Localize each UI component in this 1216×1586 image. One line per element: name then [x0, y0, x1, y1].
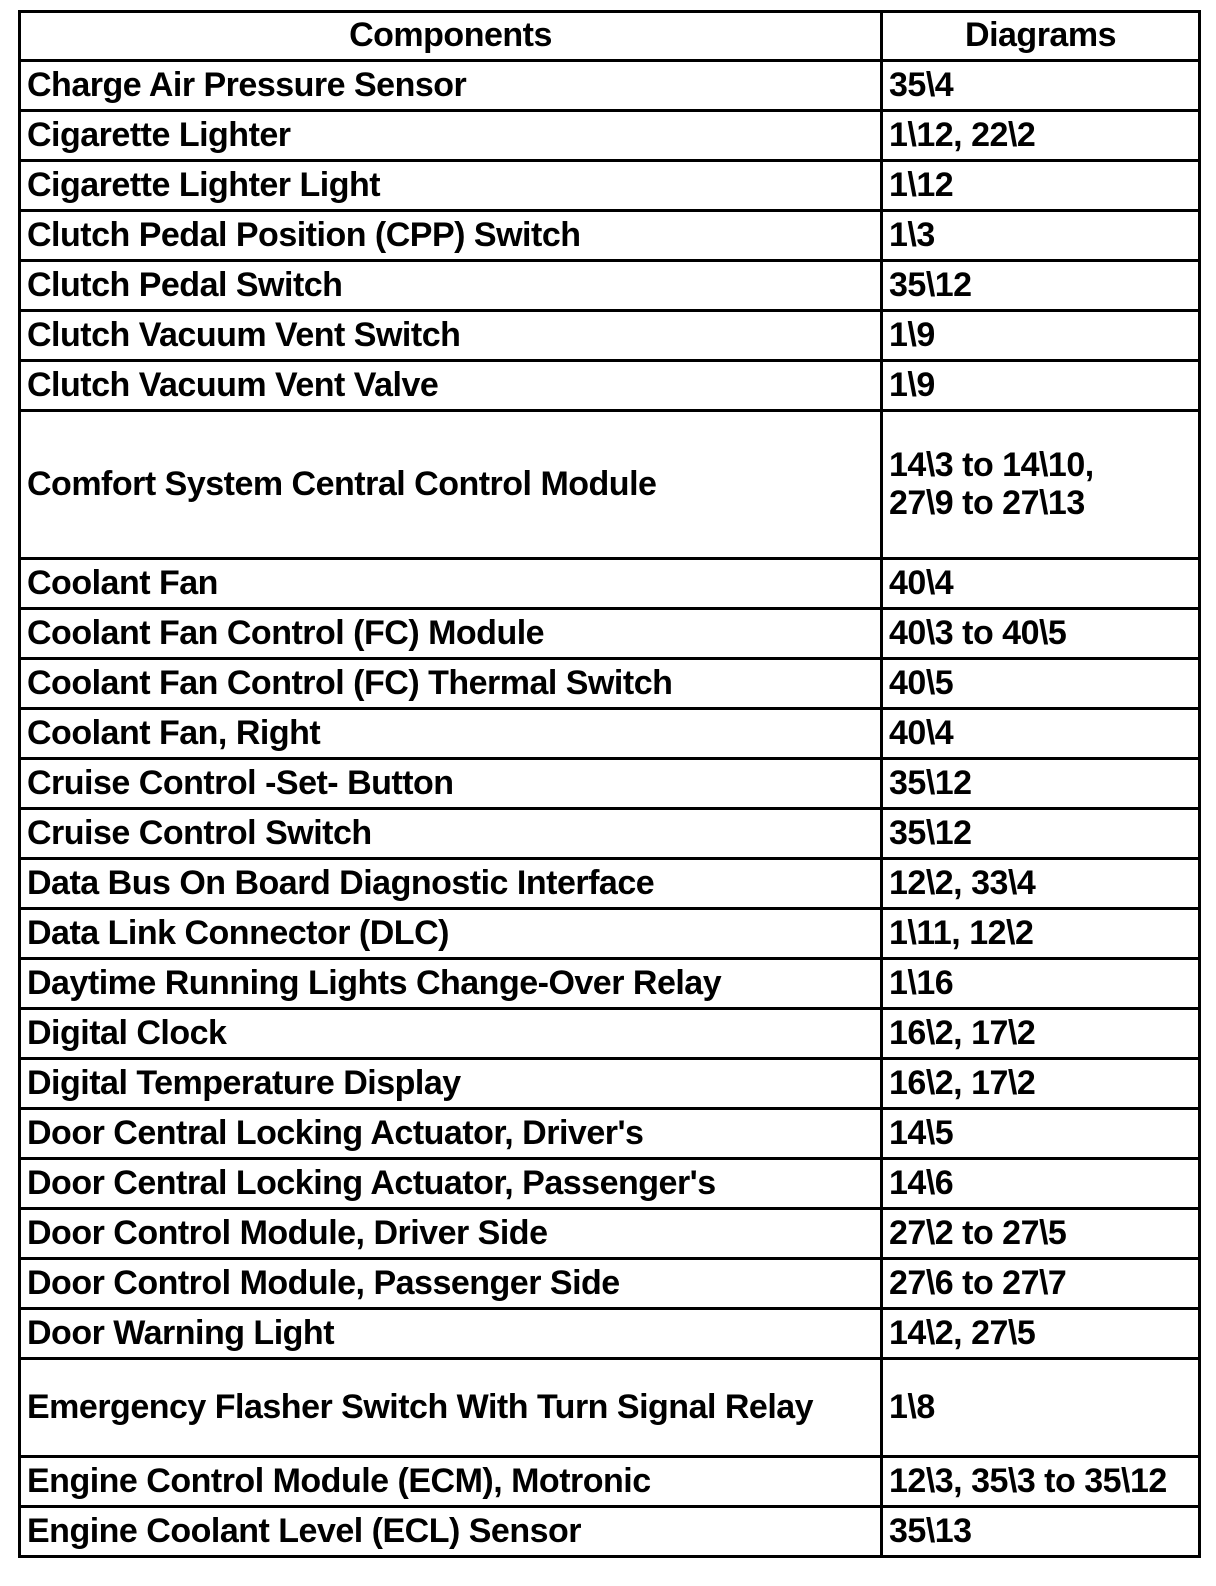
table-row [20, 1259, 1200, 1309]
table-row [20, 1457, 1200, 1507]
table-row [20, 809, 1200, 859]
table-row [20, 1359, 1200, 1457]
diagrams-cell: 40\4 [882, 709, 1200, 759]
diagrams-header: Diagrams [882, 12, 1200, 61]
component-cell: Engine Control Module (ECM), Motronic [20, 1457, 882, 1507]
table-header-row [20, 12, 1200, 61]
table-row [20, 759, 1200, 809]
diagrams-cell: 14\6 [882, 1159, 1200, 1209]
component-cell: Engine Coolant Level (ECL) Sensor [20, 1507, 882, 1557]
diagrams-cell: 14\2, 27\5 [882, 1309, 1200, 1359]
diagrams-cell: 1\9 [882, 311, 1200, 361]
table-row [20, 111, 1200, 161]
diagrams-cell: 40\5 [882, 659, 1200, 709]
component-cell: Door Control Module, Driver Side [20, 1209, 882, 1259]
table-row [20, 659, 1200, 709]
table-row [20, 1109, 1200, 1159]
diagrams-cell: 27\6 to 27\7 [882, 1259, 1200, 1309]
table-row [20, 1159, 1200, 1209]
component-cell: Comfort System Central Control Module [20, 411, 882, 559]
table-row [20, 1507, 1200, 1557]
table-row [20, 1059, 1200, 1109]
table-row [20, 311, 1200, 361]
component-cell: Data Bus On Board Diagnostic Interface [20, 859, 882, 909]
table-row [20, 161, 1200, 211]
diagrams-cell: 1\8 [882, 1359, 1200, 1457]
component-cell: Data Link Connector (DLC) [20, 909, 882, 959]
component-cell: Daytime Running Lights Change-Over Relay [20, 959, 882, 1009]
diagrams-cell: 1\11, 12\2 [882, 909, 1200, 959]
diagrams-cell: 35\12 [882, 261, 1200, 311]
component-cell: Coolant Fan Control (FC) Module [20, 609, 882, 659]
component-cell: Door Warning Light [20, 1309, 882, 1359]
diagrams-cell: 16\2, 17\2 [882, 1059, 1200, 1109]
component-cell: Charge Air Pressure Sensor [20, 61, 882, 111]
component-cell: Coolant Fan Control (FC) Thermal Switch [20, 659, 882, 709]
diagrams-cell: 12\2, 33\4 [882, 859, 1200, 909]
component-cell: Clutch Pedal Switch [20, 261, 882, 311]
diagrams-cell: 1\12 [882, 161, 1200, 211]
table-row [20, 909, 1200, 959]
table-row [20, 211, 1200, 261]
diagrams-line: 14\3 to 14\10, [889, 446, 1094, 485]
components-header: Components [20, 12, 882, 61]
component-cell: Emergency Flasher Switch With Turn Signal Relay [20, 1359, 882, 1457]
table-row [20, 1209, 1200, 1259]
component-cell: Clutch Vacuum Vent Switch [20, 311, 882, 361]
component-cell: Coolant Fan, Right [20, 709, 882, 759]
diagrams-cell: 35\13 [882, 1507, 1200, 1557]
diagrams-cell: 35\12 [882, 809, 1200, 859]
diagrams-cell: 16\2, 17\2 [882, 1009, 1200, 1059]
diagrams-cell: 40\3 to 40\5 [882, 609, 1200, 659]
component-cell: Door Central Locking Actuator, Passenger's [20, 1159, 882, 1209]
component-cell: Digital Temperature Display [20, 1059, 882, 1109]
component-cell: Door Central Locking Actuator, Driver's [20, 1109, 882, 1159]
component-cell: Clutch Vacuum Vent Valve [20, 361, 882, 411]
component-cell: Door Control Module, Passenger Side [20, 1259, 882, 1309]
diagrams-cell: 1\3 [882, 211, 1200, 261]
diagrams-line: 27\9 to 27\13 [889, 483, 1085, 522]
table-row [20, 261, 1200, 311]
diagrams-cell: 27\2 to 27\5 [882, 1209, 1200, 1259]
diagrams-cell: 35\12 [882, 759, 1200, 809]
diagrams-cell: 1\12, 22\2 [882, 111, 1200, 161]
table-row [20, 1309, 1200, 1359]
component-cell: Clutch Pedal Position (CPP) Switch [20, 211, 882, 261]
table-row [20, 411, 1200, 559]
table-row [20, 361, 1200, 411]
diagrams-cell: 1\16 [882, 959, 1200, 1009]
diagrams-cell: 1\9 [882, 361, 1200, 411]
diagrams-cell: 12\3, 35\3 to 35\12 [882, 1457, 1200, 1507]
table-row [20, 1009, 1200, 1059]
table-row [20, 959, 1200, 1009]
component-cell: Cruise Control Switch [20, 809, 882, 859]
component-cell: Digital Clock [20, 1009, 882, 1059]
component-cell: Cruise Control -Set- Button [20, 759, 882, 809]
component-cell: Coolant Fan [20, 559, 882, 609]
table-row [20, 559, 1200, 609]
components-diagrams-table [18, 10, 1201, 1558]
diagrams-cell: 40\4 [882, 559, 1200, 609]
diagrams-cell [882, 411, 1200, 559]
diagrams-cell: 14\5 [882, 1109, 1200, 1159]
component-cell: Cigarette Lighter Light [20, 161, 882, 211]
table-row [20, 609, 1200, 659]
table-row [20, 709, 1200, 759]
table-row [20, 859, 1200, 909]
table-row [20, 61, 1200, 111]
diagrams-cell: 35\4 [882, 61, 1200, 111]
component-cell: Cigarette Lighter [20, 111, 882, 161]
